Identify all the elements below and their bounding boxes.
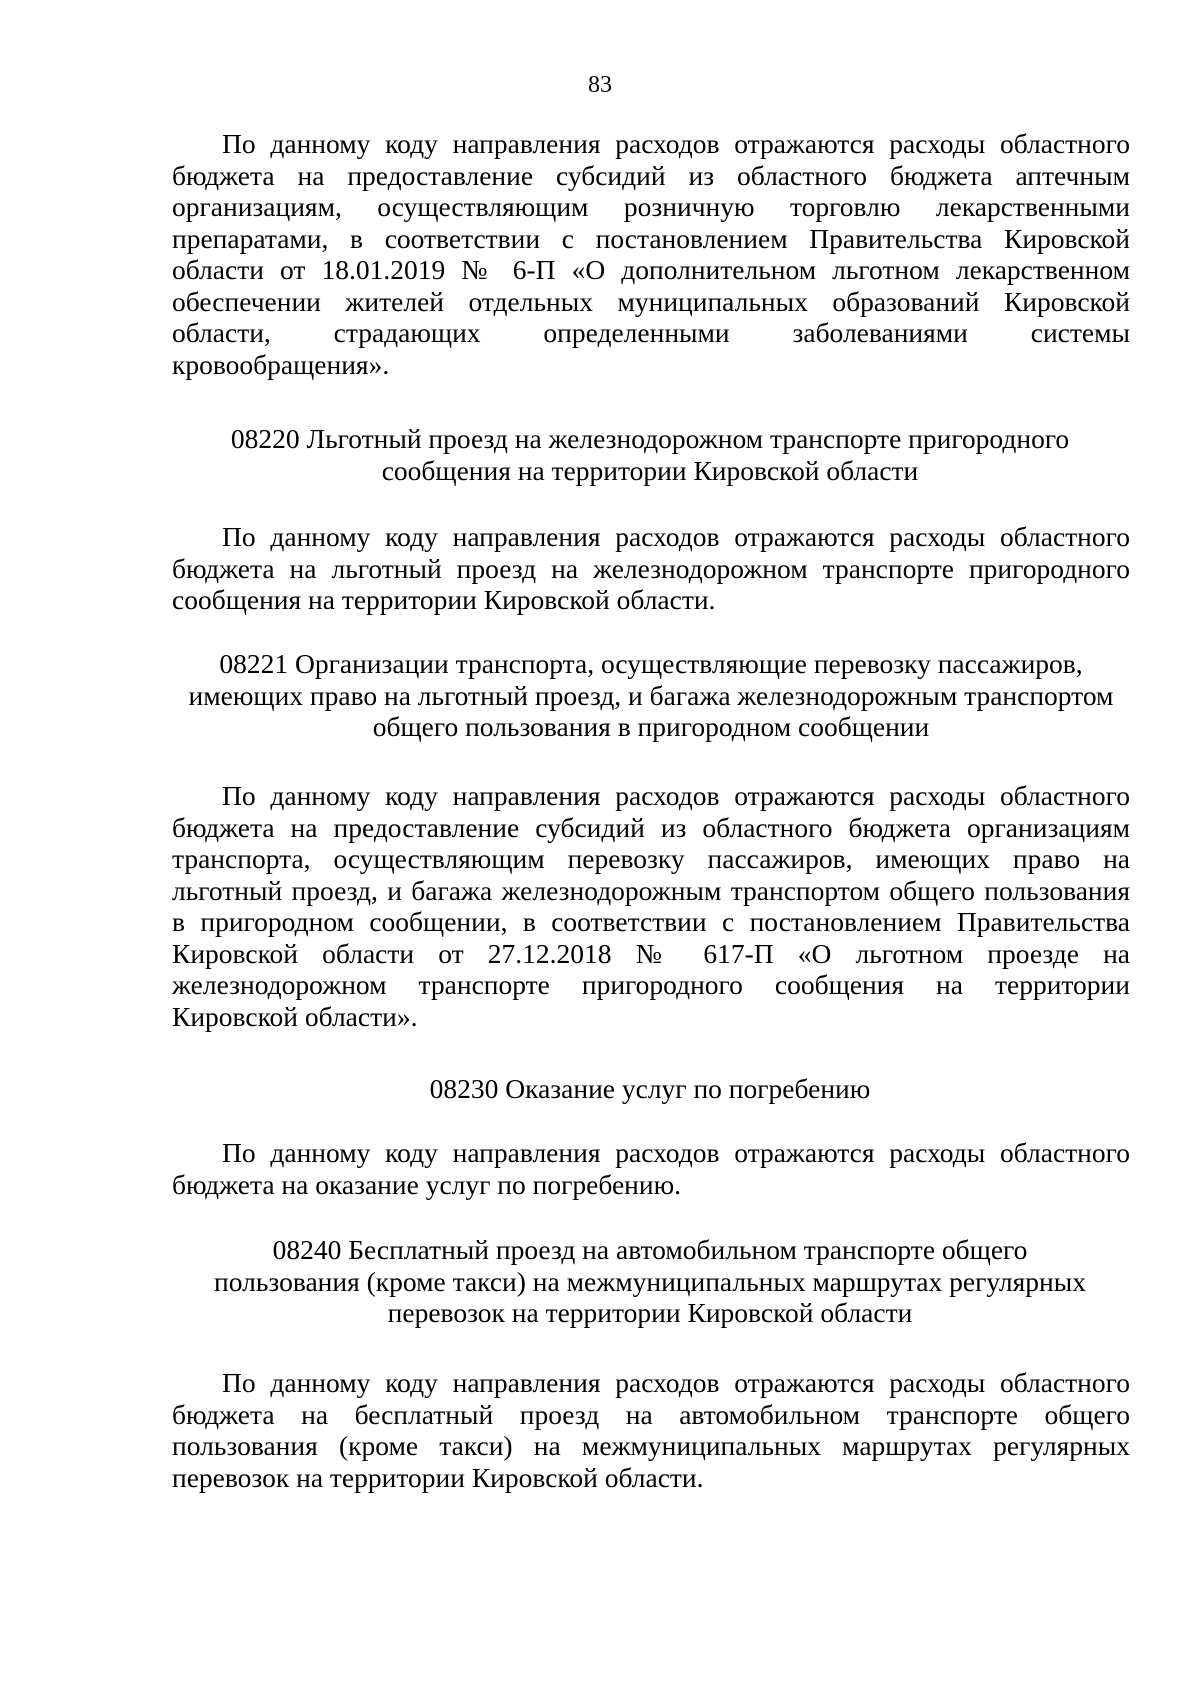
paragraph-08240-description: По данному коду направления расходов отражаются расходы областного бюджета на бесплатный проезд на автомобильном транспорте общего пользования (кроме такси) на межмуниципальных маршрутах регулярных перевозок на территории Кировской области. xyxy=(172,1367,1130,1493)
page-number: 83 xyxy=(588,72,612,98)
section-heading-08221: 08221 Организации транспорта, осуществляющие перевозку пассажиров, имеющих право на льготный проезд, и багажа железнодорожным транспортом общего пользования в пригородном сообщении xyxy=(188,648,1114,742)
section-heading-08220: 08220 Льготный проезд на железнодорожном транспорте пригородного сообщения на территории Кировской области xyxy=(230,423,1070,486)
paragraph-08220-description: По данному коду направления расходов отражаются расходы областного бюджета на льготный проезд на железнодорожном транспорте пригородного сообщения на территории Кировской области. xyxy=(172,521,1130,615)
paragraph-08230-description: По данному коду направления расходов отражаются расходы областного бюджета на оказание услуг по погребению. xyxy=(172,1137,1130,1200)
section-heading-08230: 08230 Оказание услуг по погребению xyxy=(429,1073,871,1104)
paragraph-08210-description: По данному коду направления расходов отражаются расходы областного бюджета на предоставление субсидий из областного бюджета аптечным организациям, осуществляющим розничную торговлю лекарственными препаратами, в соответствии с постановлением Правительства Кировской области от 18.01.2019 № 6-П «О дополнительном льготном лекарственном обеспечении жителей отдельных муниципальных образований Кировской области, страдающих определенными заболеваниями системы кровообращения». xyxy=(172,128,1130,380)
section-heading-08240: 08240 Бесплатный проезд на автомобильном транспорте общего пользования (кроме такси) на межмуниципальных маршрутах регулярных перевозок на территории Кировской области xyxy=(214,1234,1086,1328)
paragraph-08221-description: По данному коду направления расходов отражаются расходы областного бюджета на предоставление субсидий из областного бюджета организациям транспорта, осуществляющим перевозку пассажиров, имеющих право на льготный проезд, и багажа железнодорожным транспортом общего пользования в пригородном сообщении, в соответствии с постановлением Правительства Кировской области от 27.12.2018 № 617-П «О льготном проезде на железнодорожном транспорте пригородного сообщения на территории Кировской области». xyxy=(172,780,1130,1032)
